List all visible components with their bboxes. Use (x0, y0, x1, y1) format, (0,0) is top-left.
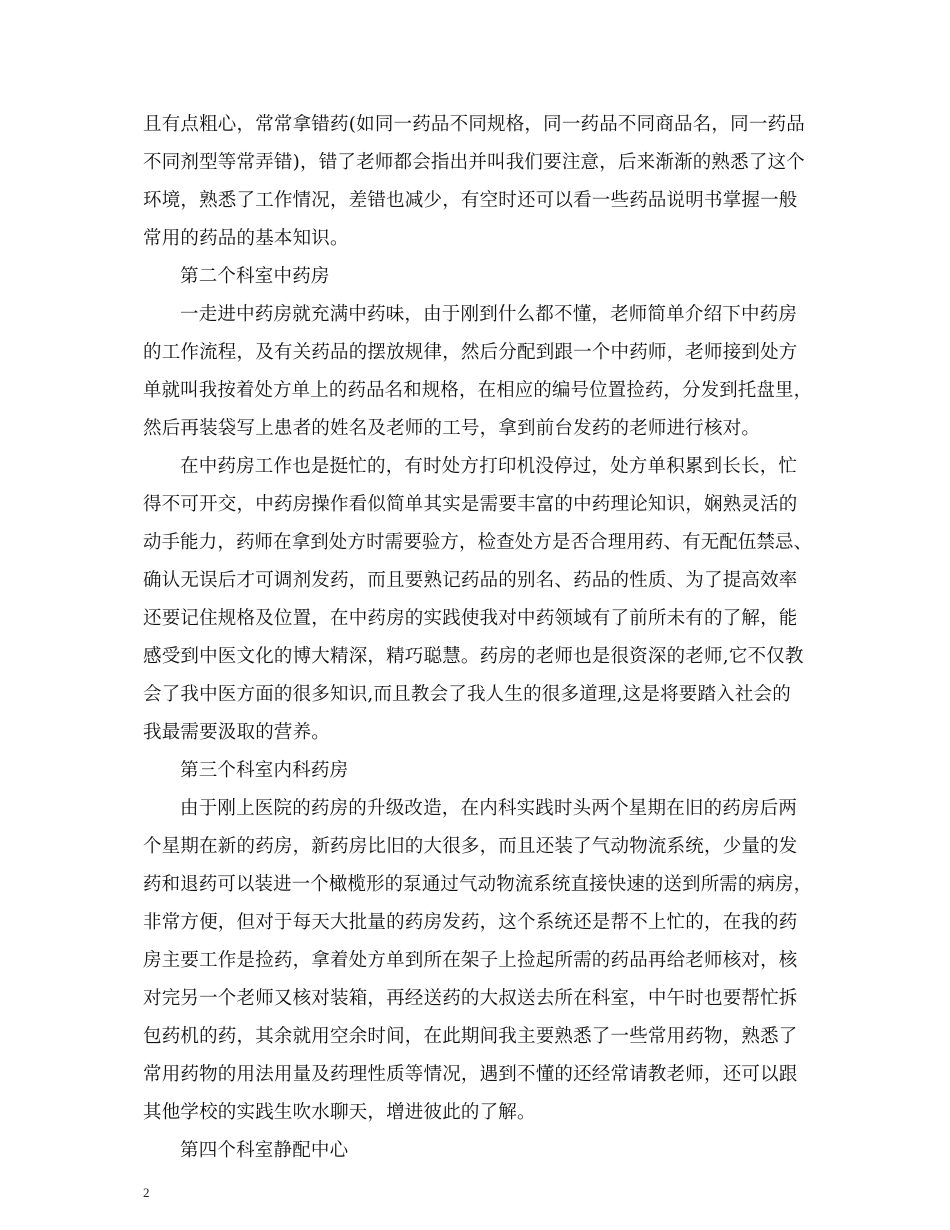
text-line: 常用的药品的基本知识。 (143, 228, 349, 249)
section-heading: 第四个科室静配中心 (180, 1140, 349, 1161)
text-line: 对完另一个老师又核对装箱，再经送药的大叔送去所在科室，中午时也要帮忙拆 (143, 988, 798, 1009)
text-line: 包药机的药，其余就用空余时间，在此期间我主要熟悉了一些常用药物，熟悉了 (143, 1026, 798, 1047)
text-line: 单就叫我按着处方单上的药品名和规格，在相应的编号位置捡药，分发到托盘里， (143, 380, 813, 401)
text-line: 确认无误后才可调剂发药，而且要熟记药品的别名、药品的性质、为了提高效率 (143, 570, 798, 591)
text-line: 得不可开交，中药房操作看似简单其实是需要丰富的中药理论知识，娴熟灵活的 (143, 494, 798, 515)
text-line: 的工作流程，及有关药品的摆放规律，然后分配到跟一个中药师，老师接到处方 (143, 342, 798, 363)
text-line: 然后再装袋写上患者的姓名及老师的工号，拿到前台发药的老师进行核对。 (143, 418, 761, 439)
text-line: 房主要工作是捡药，拿着处方单到所在架子上捡起所需的药品再给老师核对，核 (143, 950, 798, 971)
text-line: 其他学校的实践生吹水聊天，增进彼此的了解。 (143, 1102, 536, 1123)
text-line: 环境，熟悉了工作情况，差错也减少，有空时还可以看一些药品说明书掌握一般 (143, 190, 798, 211)
text-line: 一走进中药房就充满中药味，由于刚到什么都不懂，老师简单介绍下中药房 (180, 304, 798, 325)
text-line: 常用药物的用法用量及药理性质等情况，遇到不懂的还经常请教老师，还可以跟 (143, 1064, 798, 1085)
text-line: 药和退药可以装进一个橄榄形的泵通过气动物流系统直接快速的送到所需的病房， (143, 874, 813, 895)
text-line: 由于刚上医院的药房的升级改造，在内科实践时头两个星期在旧的药房后两 (180, 798, 798, 819)
text-line: 还要记住规格及位置，在中药房的实践使我对中药领域有了前所未有的了解，能 (143, 608, 798, 629)
text-line: 在中药房工作也是挺忙的，有时处方打印机没停过，处方单积累到长长，忙 (180, 456, 798, 477)
section-heading: 第三个科室内科药房 (180, 760, 349, 781)
text-line: 感受到中医文化的博大精深，精巧聪慧。药房的老师也是很资深的老师,它不仅教 (143, 646, 804, 667)
text-line: 个星期在新的药房，新药房比旧的大很多，而且还装了气动物流系统，少量的发 (143, 836, 798, 857)
text-line: 且有点粗心，常常拿错药(如同一药品不同规格，同一药品不同商品名，同一药品 (143, 114, 805, 135)
text-line: 我最需要汲取的营养。 (143, 722, 331, 743)
text-line: 动手能力，药师在拿到处方时需要验方，检查处方是否合理用药、有无配伍禁忌、 (143, 532, 813, 553)
text-line: 会了我中医方面的很多知识,而且教会了我人生的很多道理,这是将要踏入社会的 (143, 684, 791, 705)
text-line: 非常方便，但对于每天大批量的药房发药，这个系统还是帮不上忙的，在我的药 (143, 912, 798, 933)
section-heading: 第二个科室中药房 (180, 266, 330, 287)
page-number: 2 (143, 1185, 150, 1200)
text-line: 不同剂型等常弄错)，错了老师都会指出并叫我们要注意，后来渐渐的熟悉了这个 (143, 152, 805, 173)
